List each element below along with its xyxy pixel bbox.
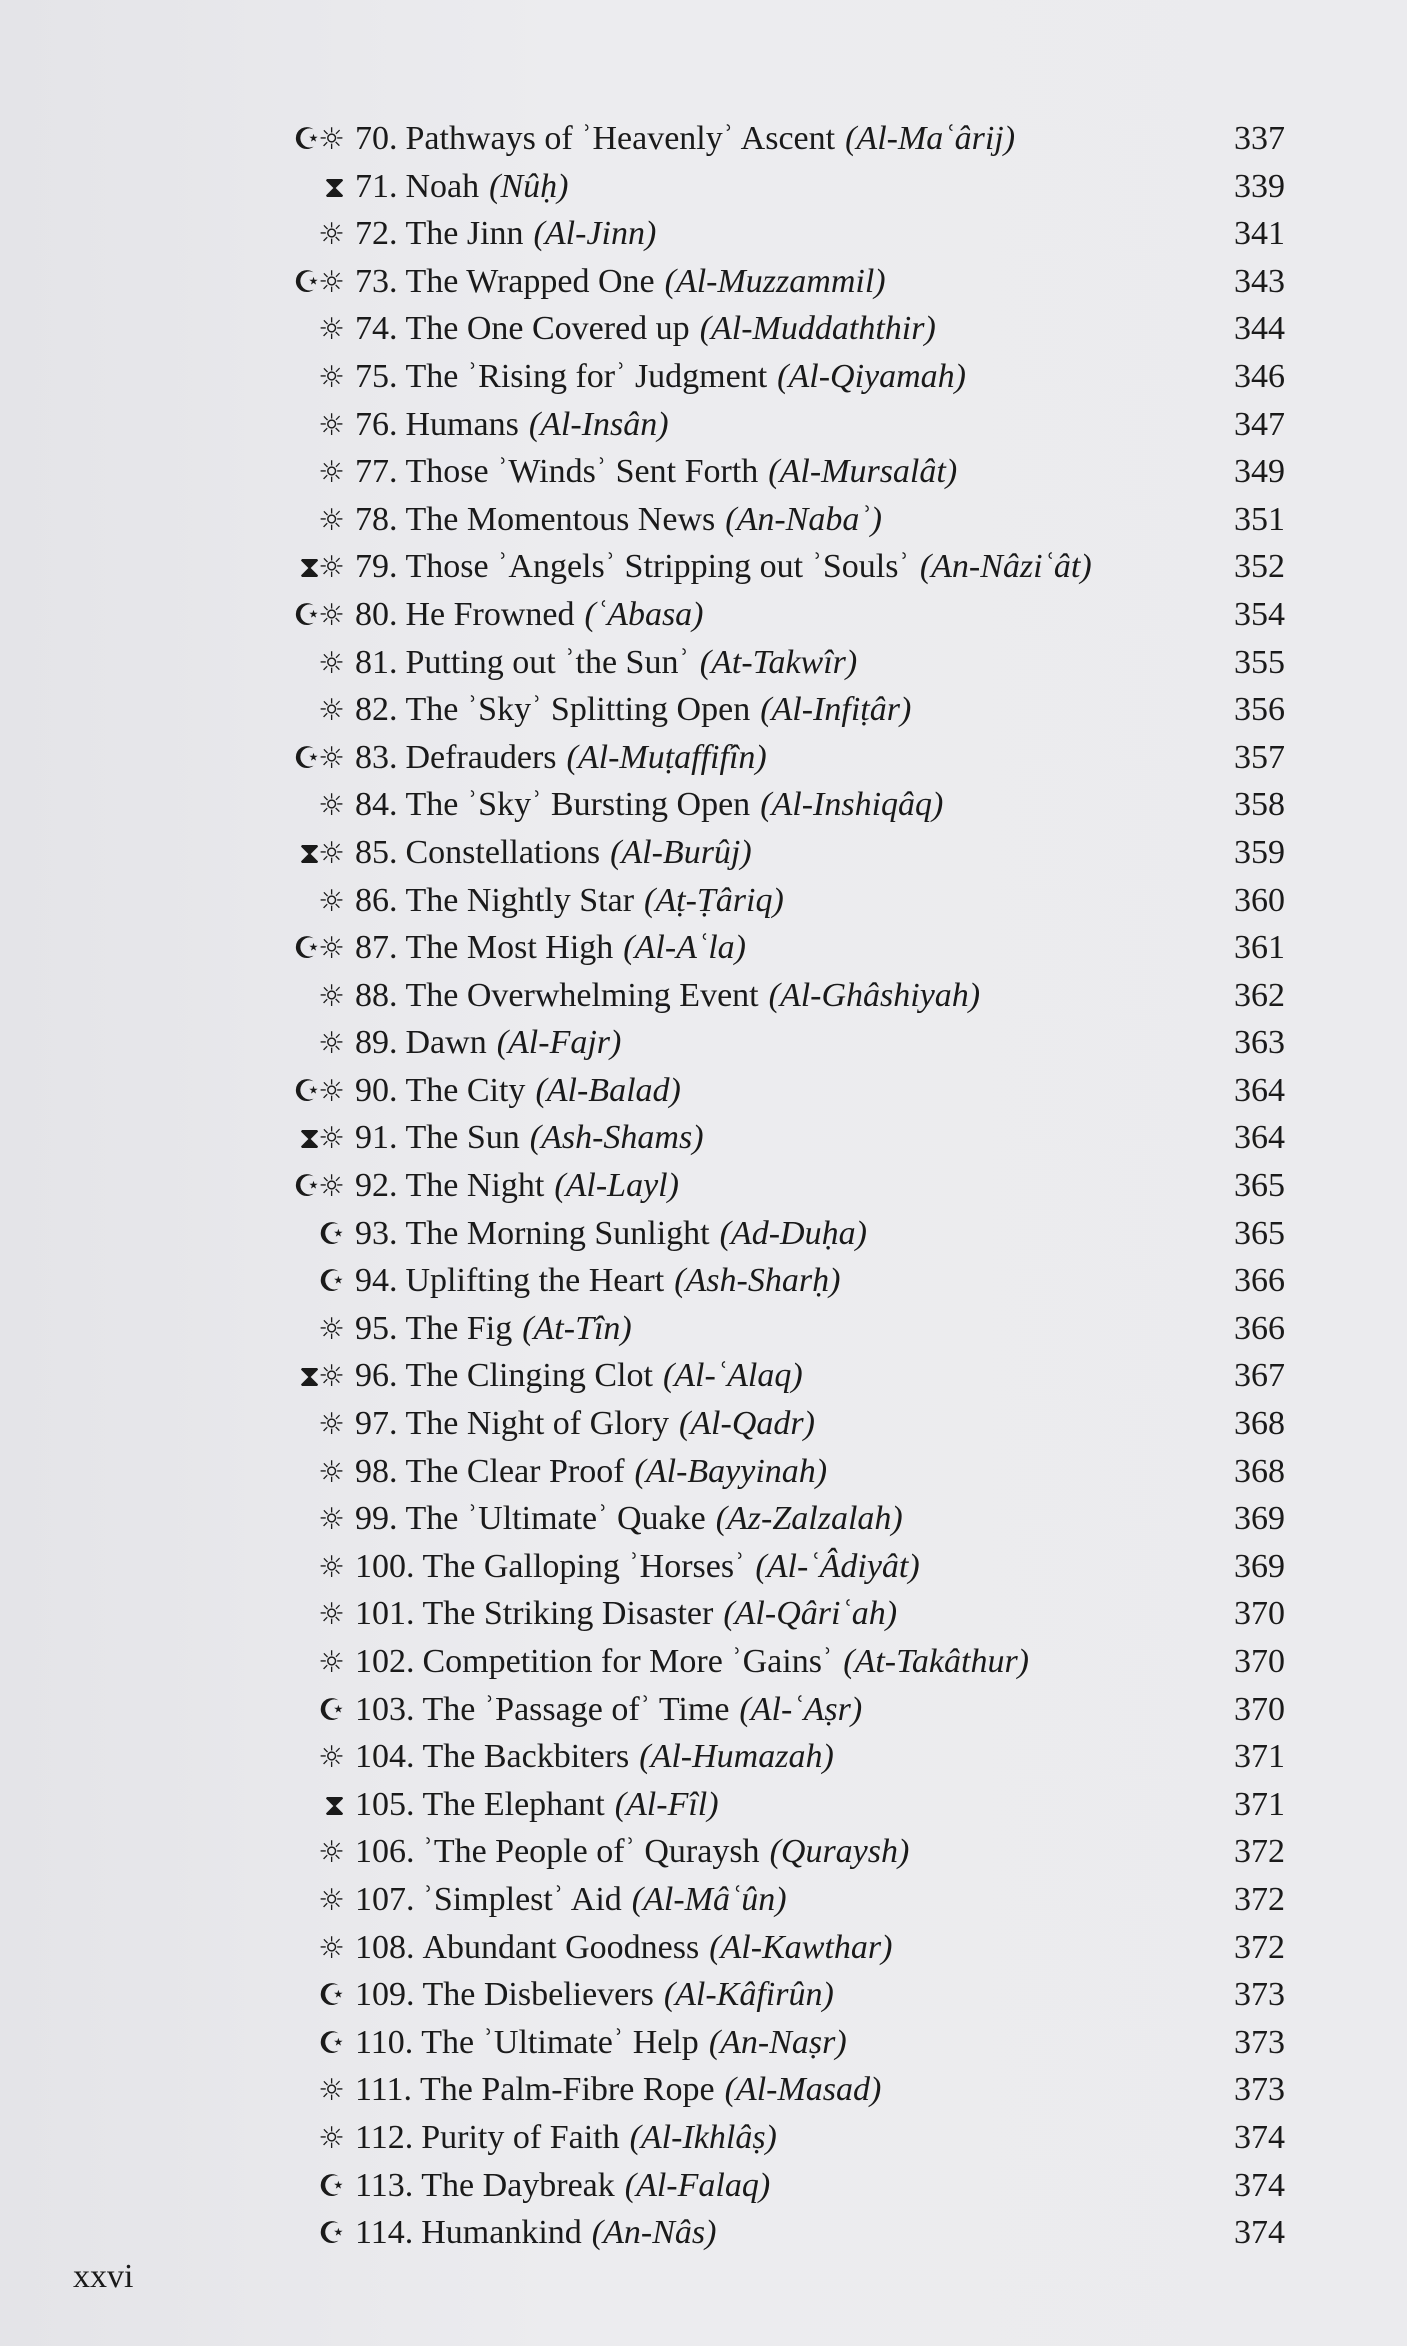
chapter-title: The ʾSkyʾ Splitting Open: [405, 691, 751, 729]
chapter-page-number: 372: [1234, 1928, 1285, 1966]
chapter-number: 112.: [355, 2118, 414, 2156]
toc-entry: [270, 972, 1285, 1020]
chapter-arabic-name: (Ash-Sharḥ): [674, 1262, 841, 1300]
chapter-page-number: 370: [1234, 1690, 1285, 1728]
chapter-arabic-name: (Al-Kâfirûn): [663, 1976, 834, 2014]
chapter-arabic-name: (Az-Zalzalah): [715, 1500, 903, 1538]
chapter-page-number: 361: [1234, 929, 1285, 967]
chapter-page-number: 374: [1234, 2166, 1285, 2204]
revelation-symbol-icon: ☼: [318, 1740, 343, 1776]
chapter-number: 113.: [355, 2166, 414, 2204]
chapter-page-number: 343: [1234, 262, 1285, 300]
chapter-number: 93.: [355, 1214, 398, 1252]
chapter-page-number: 369: [1234, 1547, 1285, 1585]
chapter-page-number: 373: [1234, 2071, 1285, 2109]
chapter-page-number: 373: [1234, 1976, 1285, 2014]
chapter-title: The Most High: [405, 929, 614, 967]
chapter-arabic-name: (Al-Mâʿûn): [631, 1880, 787, 1918]
revelation-symbol-icon: ⧗: [323, 1787, 343, 1823]
chapter-arabic-name: (Al-Balad): [535, 1071, 681, 1109]
toc-entry: [270, 1781, 1285, 1829]
chapter-arabic-name: (Al-Kawthar): [709, 1928, 893, 1966]
toc-entry: [270, 305, 1285, 353]
chapter-title: The Sun: [405, 1119, 520, 1157]
chapter-number: 79.: [355, 548, 398, 586]
toc-entry: [270, 543, 1285, 591]
toc-entry: [270, 353, 1285, 401]
chapter-number: 96.: [355, 1357, 398, 1395]
chapter-arabic-name: (Al-Qiyamah): [777, 357, 966, 395]
chapter-arabic-name: (Al-Maʿârij): [845, 120, 1016, 157]
chapter-page-number: 370: [1234, 1643, 1285, 1680]
chapter-title: The ʾUltimateʾ Quake: [405, 1500, 706, 1538]
chapter-page-number: 357: [1234, 738, 1285, 776]
toc-entry: [270, 1162, 1285, 1210]
revelation-symbol-icon: ⧗☼: [299, 1121, 343, 1157]
chapter-title: The Elephant: [422, 1785, 605, 1823]
chapter-number: 71.: [355, 167, 398, 205]
chapter-title: The ʾRising forʾ Judgment: [405, 357, 768, 395]
chapter-title: Humans: [405, 405, 519, 443]
toc-entry: [270, 591, 1285, 639]
chapter-page-number: 366: [1234, 1262, 1285, 1300]
chapter-arabic-name: (An-Nâs): [591, 2214, 717, 2252]
toc-entry: [270, 1971, 1285, 2019]
chapter-arabic-name: (Al-Insân): [528, 405, 669, 443]
revelation-symbol-icon: ⧗: [323, 169, 343, 205]
toc-entry: [270, 1876, 1285, 1924]
toc-entry: [270, 1400, 1285, 1448]
chapter-arabic-name: (Al-Inshiqâq): [760, 786, 944, 824]
toc-entry: [270, 1019, 1285, 1067]
toc-entry: [270, 1352, 1285, 1400]
chapter-page-number: 355: [1234, 643, 1285, 681]
chapter-title: ʾThe People ofʾ Quraysh: [422, 1833, 760, 1871]
revelation-symbol-icon: ☼: [318, 788, 343, 824]
chapter-page-number: 346: [1234, 357, 1285, 395]
chapter-title: Humankind: [421, 2214, 582, 2252]
chapter-number: 108.: [355, 1928, 415, 1966]
chapter-number: 72.: [355, 215, 398, 253]
chapter-number: 86.: [355, 881, 398, 919]
toc-entry: [270, 115, 1285, 163]
revelation-symbol-icon: ☪☼: [293, 264, 343, 300]
toc-entry: [270, 258, 1285, 306]
revelation-symbol-icon: ☼: [318, 2120, 343, 2156]
toc-entry: [270, 1495, 1285, 1543]
chapter-page-number: 372: [1234, 1833, 1285, 1871]
revelation-symbol-icon: ☼: [318, 1549, 343, 1585]
chapter-title: The Clear Proof: [405, 1452, 625, 1490]
chapter-page-number: 365: [1234, 1214, 1285, 1252]
revelation-symbol-icon: ☪☼: [293, 1169, 343, 1205]
chapter-title: The Night: [405, 1167, 545, 1205]
chapter-page-number: 363: [1234, 1024, 1285, 1062]
chapter-number: 91.: [355, 1119, 398, 1157]
chapter-number: 104.: [355, 1738, 415, 1776]
chapter-title: Competition for More ʾGainsʾ: [422, 1643, 834, 1680]
chapter-number: 100.: [355, 1547, 415, 1585]
chapter-title: The Backbiters: [422, 1738, 630, 1776]
chapter-arabic-name: (Al-Masad): [724, 2071, 882, 2109]
toc-entry: [270, 210, 1285, 258]
toc-entry: [270, 2114, 1285, 2162]
revelation-symbol-icon: ☼: [318, 1597, 343, 1633]
chapter-arabic-name: (Al-Falaq): [624, 2166, 771, 2204]
chapter-title: Noah: [405, 167, 480, 205]
chapter-title: The One Covered up: [405, 310, 690, 348]
chapter-arabic-name: (An-Nabaʾ): [725, 500, 882, 538]
chapter-number: 101.: [355, 1595, 415, 1633]
chapter-number: 92.: [355, 1167, 398, 1205]
toc-entry: [270, 1638, 1285, 1686]
revelation-symbol-icon: ☼: [318, 407, 343, 443]
chapter-page-number: 354: [1234, 595, 1285, 633]
toc-entry: [270, 1543, 1285, 1591]
chapter-title: The ʾPassage ofʾ Time: [422, 1690, 730, 1728]
chapter-number: 73.: [355, 262, 398, 300]
revelation-symbol-icon: ☼: [318, 1882, 343, 1918]
chapter-arabic-name: (An-Naṣr): [708, 2023, 847, 2061]
chapter-number: 75.: [355, 357, 398, 395]
chapter-title: Those ʾWindsʾ Sent Forth: [405, 453, 759, 491]
chapter-page-number: 371: [1234, 1785, 1285, 1823]
chapter-arabic-name: (Al-Fîl): [614, 1785, 719, 1823]
chapter-title: Putting out ʾthe Sunʾ: [405, 643, 690, 681]
toc-entry: [270, 2019, 1285, 2067]
chapter-page-number: 365: [1234, 1167, 1285, 1205]
chapter-number: 90.: [355, 1071, 398, 1109]
revelation-symbol-icon: ☼: [318, 217, 343, 253]
revelation-symbol-icon: ☼: [318, 1407, 343, 1443]
chapter-arabic-name: (Al-Fajr): [496, 1024, 622, 1062]
chapter-arabic-name: (An-Nâziʿât): [919, 548, 1092, 586]
chapter-title: The Galloping ʾHorsesʾ: [422, 1547, 746, 1585]
toc-entry: [270, 1733, 1285, 1781]
toc-entry: [270, 2066, 1285, 2114]
chapter-page-number: 369: [1234, 1500, 1285, 1538]
chapter-arabic-name: (Al-ʿÂdiyât): [755, 1547, 920, 1585]
chapter-page-number: 359: [1234, 833, 1285, 871]
chapter-number: 109.: [355, 1976, 415, 2014]
chapter-title: The ʾSkyʾ Bursting Open: [405, 786, 751, 824]
toc-entry: [270, 1924, 1285, 1972]
chapter-arabic-name: (Al-Jinn): [533, 215, 657, 253]
chapter-page-number: 364: [1234, 1071, 1285, 1109]
chapter-arabic-name: (Al-Qâriʿah): [723, 1595, 898, 1633]
chapter-page-number: 352: [1234, 548, 1285, 586]
chapter-title: Abundant Goodness: [422, 1928, 700, 1966]
chapter-page-number: 370: [1234, 1595, 1285, 1633]
chapter-title: Those ʾAngelsʾ Stripping out ʾSoulsʾ: [405, 548, 910, 586]
revelation-symbol-icon: ☼: [318, 978, 343, 1014]
chapter-arabic-name: (At-Tîn): [522, 1309, 632, 1347]
page-number: xxvi: [73, 2258, 134, 2295]
revelation-symbol-icon: ☼: [318, 1454, 343, 1490]
toc-entry: [270, 1067, 1285, 1115]
chapter-title: Constellations: [405, 833, 601, 871]
chapter-title: The Palm-Fibre Rope: [419, 2071, 715, 2109]
chapter-arabic-name: (Al-Muṭaffifîn): [566, 738, 767, 776]
toc-entry: [270, 1210, 1285, 1258]
toc-entry: [270, 448, 1285, 496]
chapter-page-number: 367: [1234, 1357, 1285, 1395]
chapter-arabic-name: (Al-Infiṭâr): [760, 691, 912, 729]
toc-entry: [270, 686, 1285, 734]
chapter-page-number: 364: [1234, 1119, 1285, 1157]
chapter-number: 77.: [355, 453, 398, 491]
chapter-page-number: 344: [1234, 310, 1285, 348]
chapter-number: 89.: [355, 1024, 398, 1062]
chapter-number: 94.: [355, 1262, 398, 1300]
revelation-symbol-icon: ☼: [318, 645, 343, 681]
chapter-title: The Night of Glory: [405, 1405, 669, 1443]
chapter-number: 78.: [355, 500, 398, 538]
toc-entry: [270, 1686, 1285, 1734]
chapter-page-number: 368: [1234, 1452, 1285, 1490]
chapter-page-number: 374: [1234, 2214, 1285, 2252]
chapter-number: 74.: [355, 310, 398, 348]
chapter-arabic-name: (Al-Qadr): [678, 1405, 815, 1443]
revelation-symbol-icon: ☼: [318, 1502, 343, 1538]
toc-entry: [270, 1305, 1285, 1353]
revelation-symbol-icon: ☪: [318, 2168, 343, 2204]
chapter-number: 82.: [355, 691, 398, 729]
revelation-symbol-icon: ☼: [318, 1835, 343, 1871]
chapter-title: Defrauders: [405, 738, 557, 776]
chapter-page-number: 374: [1234, 2118, 1285, 2156]
toc-entry: [270, 1257, 1285, 1305]
chapter-title: Dawn: [405, 1024, 487, 1062]
chapter-title: He Frowned: [405, 595, 575, 633]
chapter-page-number: 351: [1234, 500, 1285, 538]
chapter-number: 70.: [355, 120, 398, 157]
chapter-arabic-name: (Al-Muddaththir): [699, 310, 936, 348]
revelation-symbol-icon: ☪☼: [293, 931, 343, 967]
chapter-arabic-name: (At-Takwîr): [699, 643, 858, 681]
toc-entry: [270, 829, 1285, 877]
chapter-title: The ʾUltimateʾ Help: [421, 2023, 699, 2061]
revelation-symbol-icon: ☪☼: [293, 740, 343, 776]
chapter-number: 103.: [355, 1690, 415, 1728]
chapter-title: The Fig: [405, 1309, 513, 1347]
chapter-arabic-name: (Al-Bayyinah): [634, 1452, 828, 1490]
chapter-arabic-name: (Al-Layl): [554, 1167, 679, 1205]
chapter-arabic-name: (Al-Burûj): [610, 833, 752, 871]
revelation-symbol-icon: ☪: [318, 1692, 343, 1728]
revelation-symbol-icon: ☼: [318, 2073, 343, 2109]
chapter-page-number: 366: [1234, 1309, 1285, 1347]
chapter-number: 81.: [355, 643, 398, 681]
toc-entry: [270, 639, 1285, 687]
chapter-number: 95.: [355, 1309, 398, 1347]
chapter-arabic-name: (Al-Ikhlâṣ): [629, 2118, 777, 2156]
chapter-arabic-name: (Al-Humazah): [639, 1738, 834, 1776]
chapter-title: ʾSimplestʾ Aid: [422, 1880, 622, 1918]
chapter-arabic-name: (Nûḥ): [489, 167, 569, 205]
chapter-number: 88.: [355, 976, 398, 1014]
chapter-title: The Overwhelming Event: [405, 976, 759, 1014]
chapter-title: Pathways of ʾHeavenlyʾ Ascent: [405, 120, 836, 157]
chapter-arabic-name: (ʿAbasa): [584, 595, 704, 633]
chapter-title: The Nightly Star: [405, 881, 635, 919]
toc-entry: [270, 1114, 1285, 1162]
revelation-symbol-icon: ☼: [318, 1645, 343, 1680]
revelation-symbol-icon: ☪: [318, 1264, 343, 1300]
chapter-number: 98.: [355, 1452, 398, 1490]
chapter-number: 87.: [355, 929, 398, 967]
toc-entry: [270, 781, 1285, 829]
toc-entry: [270, 1828, 1285, 1876]
chapter-title: The Clinging Clot: [405, 1357, 653, 1395]
chapter-arabic-name: (Al-Muzzammil): [664, 262, 886, 300]
revelation-symbol-icon: ☼: [318, 502, 343, 538]
chapter-page-number: 373: [1234, 2023, 1285, 2061]
chapter-page-number: 371: [1234, 1738, 1285, 1776]
revelation-symbol-icon: ☪: [318, 2216, 343, 2252]
chapter-number: 114.: [355, 2214, 414, 2252]
chapter-page-number: 362: [1234, 976, 1285, 1014]
chapter-arabic-name: (Al-ʿAlaq): [662, 1357, 803, 1395]
chapter-number: 106.: [355, 1833, 415, 1871]
revelation-symbol-icon: ☪: [318, 1216, 343, 1252]
chapter-page-number: 356: [1234, 691, 1285, 729]
revelation-symbol-icon: ☪☼: [293, 122, 343, 157]
chapter-number: 97.: [355, 1405, 398, 1443]
chapter-number: 80.: [355, 595, 398, 633]
chapter-title: The Daybreak: [421, 2166, 615, 2204]
revelation-symbol-icon: ☪: [318, 2025, 343, 2061]
revelation-symbol-icon: ⧗☼: [299, 550, 343, 586]
chapter-page-number: 368: [1234, 1405, 1285, 1443]
toc-entry: [270, 496, 1285, 544]
chapter-number: 99.: [355, 1500, 398, 1538]
chapter-arabic-name: (Aṭ-Ṭâriq): [644, 881, 784, 919]
chapter-page-number: 347: [1234, 405, 1285, 443]
chapter-arabic-name: (Al-Aʿla): [623, 929, 746, 967]
chapter-page-number: 360: [1234, 881, 1285, 919]
chapter-arabic-name: (Al-Ghâshiyah): [768, 976, 981, 1014]
chapter-title: Purity of Faith: [421, 2118, 620, 2156]
revelation-symbol-icon: ☼: [318, 1311, 343, 1347]
chapter-arabic-name: (Ash-Shams): [529, 1119, 704, 1157]
toc-entry: [270, 734, 1285, 782]
chapter-arabic-name: (Al-Mursalât): [768, 453, 958, 491]
revelation-symbol-icon: ☼: [318, 1930, 343, 1966]
toc-entry: [270, 163, 1285, 211]
chapter-arabic-name: (Ad-Duḥa): [719, 1214, 867, 1252]
revelation-symbol-icon: ☪: [318, 1978, 343, 2014]
chapter-number: 110.: [355, 2023, 414, 2061]
chapter-title: The Jinn: [405, 215, 524, 253]
toc-entry: [270, 877, 1285, 925]
chapter-title: The Striking Disaster: [422, 1595, 714, 1633]
chapter-title: Uplifting the Heart: [405, 1262, 665, 1300]
toc-entry: [270, 1448, 1285, 1496]
toc-entry: [270, 2209, 1285, 2257]
toc-entry: [270, 924, 1285, 972]
revelation-symbol-icon: ⧗☼: [299, 835, 343, 871]
toc-entry: [270, 1590, 1285, 1638]
revelation-symbol-icon: ☼: [318, 455, 343, 491]
chapter-title: The Disbelievers: [422, 1976, 654, 2014]
revelation-symbol-icon: ☼: [318, 312, 343, 348]
chapter-page-number: 337: [1234, 120, 1285, 157]
revelation-symbol-icon: ☪☼: [293, 1073, 343, 1109]
toc-entry: [270, 2162, 1285, 2210]
chapter-number: 107.: [355, 1880, 415, 1918]
revelation-symbol-icon: ⧗☼: [299, 1359, 343, 1395]
chapter-number: 85.: [355, 833, 398, 871]
chapter-title: The Morning Sunlight: [405, 1214, 710, 1252]
chapter-number: 105.: [355, 1785, 415, 1823]
chapter-number: 102.: [355, 1643, 415, 1680]
table-of-contents: [270, 115, 1285, 2257]
chapter-arabic-name: (Quraysh): [769, 1833, 910, 1871]
chapter-title: The Wrapped One: [405, 262, 655, 300]
chapter-page-number: 341: [1234, 215, 1285, 253]
chapter-number: 76.: [355, 405, 398, 443]
chapter-arabic-name: (Al-ʿAṣr): [739, 1690, 863, 1728]
revelation-symbol-icon: ☼: [318, 883, 343, 919]
chapter-page-number: 372: [1234, 1880, 1285, 1918]
toc-entry: [270, 401, 1285, 449]
revelation-symbol-icon: ☼: [318, 359, 343, 395]
chapter-number: 84.: [355, 786, 398, 824]
chapter-page-number: 358: [1234, 786, 1285, 824]
revelation-symbol-icon: ☼: [318, 693, 343, 729]
revelation-symbol-icon: ☼: [318, 1026, 343, 1062]
chapter-number: 83.: [355, 738, 398, 776]
revelation-symbol-icon: ☪☼: [293, 597, 343, 633]
chapter-title: The City: [405, 1071, 526, 1109]
chapter-arabic-name: (At-Takâthur): [843, 1643, 1030, 1680]
chapter-page-number: 339: [1234, 167, 1285, 205]
chapter-number: 111.: [355, 2071, 412, 2109]
chapter-title: The Momentous News: [405, 500, 716, 538]
chapter-page-number: 349: [1234, 453, 1285, 491]
